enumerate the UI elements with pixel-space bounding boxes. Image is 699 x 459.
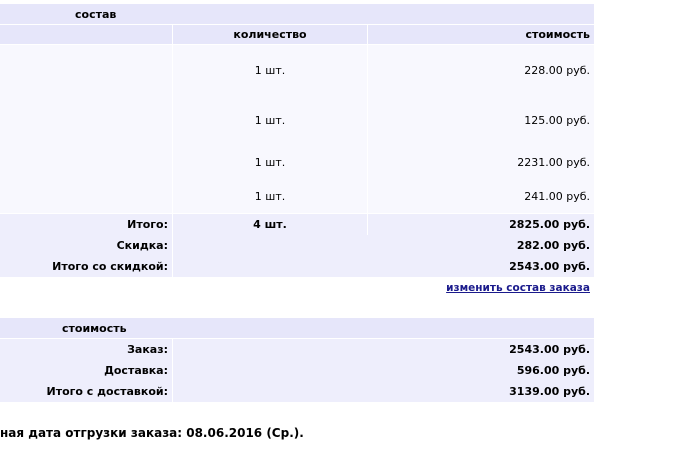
item-quantity: 1 шт. [172, 179, 367, 213]
delivery-cost-row [0, 360, 594, 381]
total-label: Итого: [127, 218, 168, 231]
total-with-delivery-label: Итого с доставкой: [46, 385, 168, 398]
item-cost: 228.00 руб. [367, 45, 594, 95]
composition-header [0, 4, 594, 24]
edit-order-link[interactable]: изменить состав заказа [446, 282, 590, 294]
table-row [0, 179, 594, 214]
total-with-delivery-row [0, 381, 594, 402]
column-header-cost: стоимость [367, 25, 594, 44]
item-cost: 2231.00 руб. [367, 145, 594, 179]
item-quantity: 1 шт. [172, 45, 367, 95]
total-with-discount-value: 2543.00 руб. [172, 256, 594, 277]
item-quantity: 1 шт. [172, 95, 367, 145]
shipping-date-note: ная дата отгрузки заказа: 08.06.2016 (Ср.). [0, 426, 304, 440]
discount-label: Скидка: [116, 239, 168, 252]
total-cost: 2825.00 руб. [367, 214, 594, 235]
discount-row [0, 235, 594, 256]
delivery-cost-label: Доставка: [104, 364, 168, 377]
order-cost-label: Заказ: [127, 343, 168, 356]
discount-value: 282.00 руб. [172, 235, 594, 256]
order-cost-value: 2543.00 руб. [172, 339, 594, 360]
total-with-discount-label: Итого со скидкой: [52, 260, 168, 273]
item-cost: 241.00 руб. [367, 179, 594, 213]
total-with-delivery-value: 3139.00 руб. [172, 381, 594, 402]
cost-header [0, 318, 594, 338]
cost-section-title: стоимость [62, 321, 127, 335]
table-row [0, 95, 594, 146]
composition-column-header [0, 25, 594, 44]
item-quantity: 1 шт. [172, 145, 367, 179]
total-row [0, 214, 594, 235]
total-with-discount-row [0, 256, 594, 277]
total-quantity: 4 шт. [172, 214, 367, 235]
order-cost-row [0, 339, 594, 360]
edit-link-container [0, 278, 590, 298]
column-header-quantity: количество [172, 25, 367, 44]
table-row [0, 45, 594, 96]
table-row [0, 145, 594, 180]
delivery-cost-value: 596.00 руб. [172, 360, 594, 381]
composition-section-title: состав [75, 7, 117, 21]
item-cost: 125.00 руб. [367, 95, 594, 145]
